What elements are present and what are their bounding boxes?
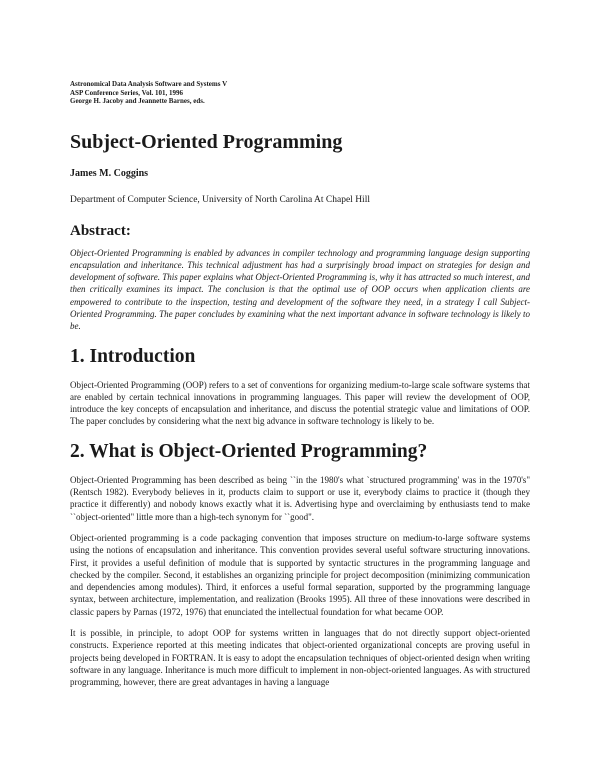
abstract-heading: Abstract: bbox=[70, 222, 131, 239]
section-heading-introduction: 1. Introduction bbox=[70, 345, 196, 367]
section-heading-what-is-oop: 2. What is Object-Oriented Programming? bbox=[70, 440, 428, 462]
author-affiliation: Department of Computer Science, University of North Carolina At Chapel Hill bbox=[70, 194, 370, 205]
body-paragraph: Object-Oriented Programming (OOP) refers to a set of conventions for organizing medium-to-large scale software systems that are enabled by certain technical innovations in programming languages. This paper will review the development of OOP, introduce the key concepts of encapsulation and inheritance, and discuss the potential strategic value and limitations of OOP. The paper concludes by considering what the next big advance in software technology is likely to be. bbox=[70, 379, 530, 427]
series-header bbox=[70, 80, 530, 106]
body-paragraph: Object-oriented programming is a code packaging convention that imposes structure on medium-to-large software systems using the notions of encapsulation and inheritance. This convention provides several useful software structuring innovations. First, it provides a useful definition of module that is supported by syntactic structures in the programming language and checked by the compiler. Second, it establishes an organizing principle for project decomposition (minimizing communication and dependencies among modules). Third, it enforces a useful formal separation, supported by the programming language syntax, between architecture, implementation, and realization (Brooks 1995). All three of these innovations were described in classic papers by Parnas (1972, 1976) that enunciated the intellectual foundation for what became OOP. bbox=[70, 532, 530, 617]
body-paragraph: Object-Oriented Programming has been described as being ``in the 1980's what `structured programming' was in the 1970's" (Rentsch 1982). Everybody believes in it, products claim to support or use it, everybody claims to practice it (though they practice it differently) and nobody knows exactly what it is. Advertising hype and overclaiming by enthusiasts tend to make ``object-oriented" little more than a high-tech synonym for ``good". bbox=[70, 474, 530, 522]
abstract-text: Object-Oriented Programming is enabled by advances in compiler technology and programming language design supporting encapsulation and inheritance. This technical adjustment has had a surprisingly broad impact on strategies for design and development of software. This paper explains what Object-Oriented Programming is, why it has attracted so much interest, and then critically examines its impact. The conclusion is that the optimal use of OOP occurs when application clients are empowered to contribute to the inspection, testing and development of the software they need, in a strategy I call Subject-Oriented Programming. The paper concludes by examining what the next important advance in software technology is likely to be. bbox=[70, 247, 530, 332]
series-line: George H. Jacoby and Jeannette Barnes, eds. bbox=[70, 97, 205, 105]
body-paragraph: It is possible, in principle, to adopt OOP for systems written in languages that do not directly support object-oriented constructs. Experience reported at this meeting indicates that object-oriented organizational concepts are proving useful in projects being developed in FORTRAN. It is easy to adopt the encapsulation techniques of object-oriented design when writing software in any language. Inheritance is much more difficult to implement in non-object-oriented languages. As with structured programming, however, there are great advantages in having a language bbox=[70, 628, 530, 688]
paper-title: Subject-Oriented Programming bbox=[70, 130, 343, 153]
series-line: ASP Conference Series, Vol. 101, 1996 bbox=[70, 88, 184, 97]
series-line: Astronomical Data Analysis Software and Systems V bbox=[70, 80, 228, 88]
author-name: James M. Coggins bbox=[70, 167, 149, 179]
